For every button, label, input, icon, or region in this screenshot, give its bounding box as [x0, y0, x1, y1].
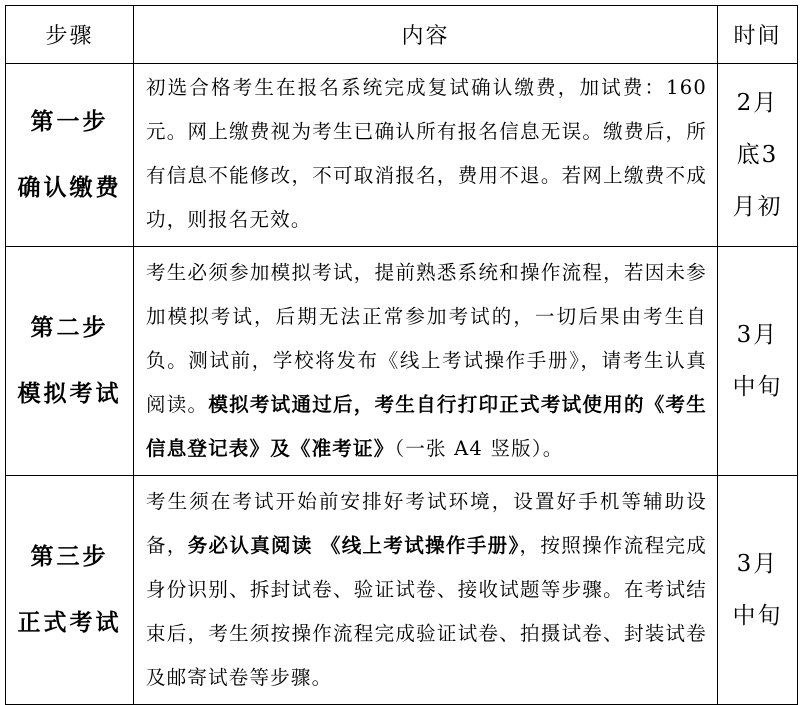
time-cell	[718, 64, 798, 247]
exam-steps-table	[5, 5, 798, 705]
step-number: 第二步	[30, 314, 109, 341]
content-cell	[134, 64, 718, 247]
content-text: 考生须在考试开始前安排好考试环境，设置好手机等辅助设备，	[146, 490, 707, 557]
step-title: 模拟考试	[17, 380, 122, 407]
step-number: 第一步	[30, 108, 109, 135]
header-content: 内容	[134, 6, 718, 64]
time-line: 3月	[736, 322, 779, 348]
step-title: 正式考试	[17, 609, 122, 636]
table-row-step-1	[6, 64, 798, 247]
time-line: 月初	[732, 194, 783, 220]
table-header-row	[6, 6, 798, 64]
time-line: 2月	[736, 90, 779, 116]
content-cell	[134, 476, 718, 705]
step-cell	[6, 64, 134, 247]
content-emphasis: 模拟考试通过后，考生自行打印正式考试使用的《考生信息登记表》及《准考证》	[146, 393, 707, 460]
content-text: ，按照操作流程完成身份识别、拆封试卷、验证试卷、接收试题等步骤。在考试结束后，考生须按操作流程完成验证试卷、拍摄试卷、封装试卷及邮寄试卷等步骤。	[146, 534, 707, 689]
step-cell	[6, 476, 134, 705]
content-text: 考生必须参加模拟考试，提前熟悉系统和操作流程，若因未参加模拟考试，后期无法正常参加考试的，一切后果由考生自负。测试前，学校将发布《线上考试操作手册》，请考生认真阅读。	[146, 261, 707, 416]
time-cell	[718, 247, 798, 476]
table-row-step-2	[6, 247, 798, 476]
time-line: 中旬	[732, 603, 783, 629]
time-line: 底3	[736, 142, 779, 168]
header-time: 时间	[718, 6, 798, 64]
step-cell	[6, 247, 134, 476]
content-cell	[134, 247, 718, 476]
step-number: 第三步	[30, 543, 109, 570]
content-text: （一张 A4 竖版）。	[394, 437, 564, 460]
time-line: 3月	[736, 551, 779, 577]
time-line: 中旬	[732, 374, 783, 400]
table-row-step-3	[6, 476, 798, 705]
time-cell	[718, 476, 798, 705]
header-step: 步骤	[6, 6, 134, 64]
content-emphasis: 务必认真阅读 《线上考试操作手册》	[187, 534, 520, 557]
content-text: 初选合格考生在报名系统完成复试确认缴费，加试费：160元。网上缴费视为考生已确认所有报名信息无误。缴费后，所有信息不能修改，不可取消报名，费用不退。若网上缴费不成功，则报名无效。	[146, 76, 707, 231]
step-title: 确认缴费	[17, 174, 122, 201]
